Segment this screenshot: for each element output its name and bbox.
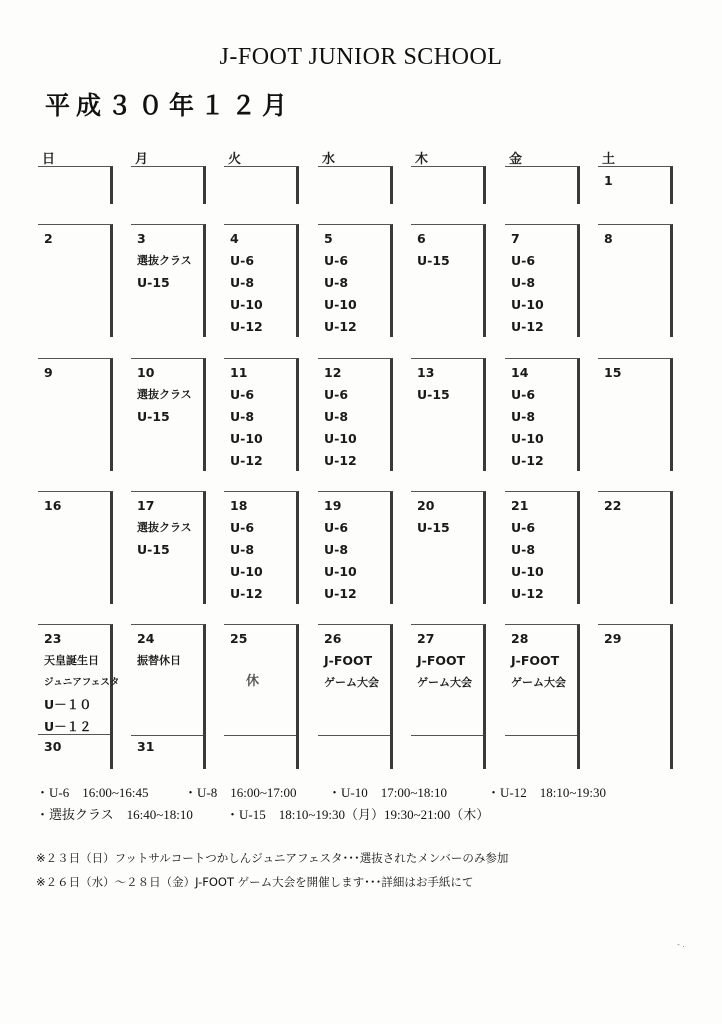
cell-entry: 振替休日: [137, 654, 181, 667]
day-cell: [224, 166, 299, 204]
day-number: 9: [44, 365, 53, 380]
day-number: 4: [230, 231, 239, 246]
weekday-label: 水: [322, 152, 336, 167]
cell-divider: [318, 735, 390, 736]
month-title: 平成３０年１２月: [45, 91, 294, 120]
day-cell: [598, 166, 673, 204]
cell-entry: U-8: [511, 409, 536, 424]
cell-entry: U-10: [230, 564, 263, 579]
cell-entry: U-8: [324, 275, 349, 290]
cell-entry: U-10: [511, 564, 544, 579]
day-number: 25: [230, 631, 248, 646]
day-number: 12: [324, 365, 342, 380]
cell-entry: U-12: [324, 453, 357, 468]
cell-entry: ゲーム大会: [417, 676, 472, 689]
extra-day: [137, 736, 154, 758]
day-number: 28: [511, 631, 529, 646]
remark-2: ※２６日（水）～２８日（金）J-FOOT ゲーム大会を開催します･･･詳細はお手紙にて: [36, 875, 474, 889]
cell-entry: U-6: [230, 387, 255, 402]
cell-entry: 選抜クラス: [137, 254, 192, 267]
cell-entry: U-6: [324, 253, 349, 268]
day-cell: [131, 358, 206, 471]
day-cell: [131, 491, 206, 604]
day-cell: [318, 491, 393, 604]
cell-entry: U-10: [230, 431, 263, 446]
cell-entry: U-6: [230, 253, 255, 268]
day-cell: [411, 358, 486, 471]
cell-divider: [224, 735, 296, 736]
day-number: 31: [137, 739, 155, 754]
cell-entry: U-15: [137, 275, 170, 290]
day-cell: [505, 491, 580, 604]
day-cell: [38, 166, 113, 204]
extra-day: [44, 736, 61, 758]
cell-entry: J-FOOT: [511, 653, 560, 668]
day-number: 21: [511, 498, 529, 513]
day-cell: [411, 166, 486, 204]
cell-entry: U-8: [230, 542, 255, 557]
day-number: 15: [604, 365, 622, 380]
weekday-label: 土: [602, 152, 616, 167]
cell-entry: U-10: [511, 297, 544, 312]
day-number: 7: [511, 231, 520, 246]
remark-1: ※２３日（日）フットサルコートつかしんジュニアフェスタ･･･選抜されたメンバーのみ参加: [36, 851, 509, 865]
day-cell: [318, 224, 393, 337]
cell-entry: U-6: [324, 520, 349, 535]
weekday-label: 月: [135, 152, 149, 167]
day-number: 30: [44, 739, 62, 754]
cell-entry: U-15: [417, 387, 450, 402]
cell-entry: U-10: [324, 431, 357, 446]
day-cell: [224, 224, 299, 337]
cell-entry: J-FOOT: [324, 653, 373, 668]
cell-entry: U-6: [230, 520, 255, 535]
day-cell: [598, 224, 673, 337]
cell-entry: U-6: [324, 387, 349, 402]
cell-entry: U-12: [511, 453, 544, 468]
cell-entry: U-12: [324, 319, 357, 334]
cell-entry: U-10: [230, 297, 263, 312]
day-cell: [38, 224, 113, 337]
cell-entry: U－１２: [44, 719, 92, 734]
cell-entry: U-6: [511, 520, 536, 535]
cell-entry: U-8: [324, 409, 349, 424]
day-cell: [38, 491, 113, 604]
day-number: 14: [511, 365, 529, 380]
day-number: 16: [44, 498, 62, 513]
day-number: 5: [324, 231, 333, 246]
day-cell: [505, 224, 580, 337]
day-number: 17: [137, 498, 155, 513]
cell-entry: U－１０: [44, 697, 92, 712]
cell-entry: U-8: [324, 542, 349, 557]
cell-entry: U-12: [511, 586, 544, 601]
cell-entry: 選抜クラス: [137, 521, 192, 534]
weekday-label: 木: [415, 152, 429, 167]
day-cell: [131, 166, 206, 204]
cell-entry: U-12: [511, 319, 544, 334]
cell-entry: U-12: [230, 453, 263, 468]
day-cell: [224, 624, 299, 769]
day-cell: [318, 624, 393, 769]
day-cell: [598, 358, 673, 471]
day-number: 13: [417, 365, 435, 380]
cell-divider: [38, 734, 110, 735]
day-number: 2: [44, 231, 53, 246]
day-number: 27: [417, 631, 435, 646]
schedule-item: ・U-10 17:00~18:10: [328, 785, 447, 800]
day-cell: [411, 624, 486, 769]
cell-entry: U-15: [137, 542, 170, 557]
day-number: 10: [137, 365, 155, 380]
day-number: 20: [417, 498, 435, 513]
schedule-item: ・U-12 18:10~19:30: [487, 785, 606, 800]
day-cell: [505, 624, 580, 769]
day-number: 26: [324, 631, 342, 646]
cell-entry: ゲーム大会: [324, 676, 379, 689]
schedule-item: ・U-8 16:00~17:00: [184, 785, 297, 800]
schedule-item: ・選抜クラス 16:40~18:10: [36, 807, 193, 822]
day-cell: [131, 224, 206, 337]
cell-entry: U-8: [511, 275, 536, 290]
day-number: 3: [137, 231, 146, 246]
cell-entry: U-8: [511, 542, 536, 557]
holiday-mark: 休: [246, 674, 260, 689]
cell-entry: J-FOOT: [417, 653, 466, 668]
cell-entry: 天皇誕生日: [44, 654, 99, 667]
cell-entry: U-15: [417, 253, 450, 268]
day-number: 24: [137, 631, 155, 646]
weekday-label: 火: [228, 152, 242, 167]
day-number: 29: [604, 631, 622, 646]
cell-entry: U-12: [324, 586, 357, 601]
cell-entry: ゲーム大会: [511, 676, 566, 689]
cell-entry: U-8: [230, 275, 255, 290]
day-cell: [318, 358, 393, 471]
cell-entry: U-15: [137, 409, 170, 424]
cell-divider: [505, 735, 577, 736]
cell-entry: U-12: [230, 319, 263, 334]
day-cell: [598, 624, 673, 769]
day-number: 23: [44, 631, 62, 646]
schedule-item: ・U-15 18:10~19:30（月）19:30~21:00（木）: [226, 807, 490, 822]
schedule-item: ・U-6 16:00~16:45: [36, 785, 149, 800]
day-cell: [224, 491, 299, 604]
day-number: 8: [604, 231, 613, 246]
cell-entry: U-10: [324, 564, 357, 579]
cell-entry: U-6: [511, 387, 536, 402]
day-cell: [505, 166, 580, 204]
cell-entry: ジュニアフェスタ: [44, 677, 120, 688]
day-number: 6: [417, 231, 426, 246]
weekday-label: 金: [509, 152, 523, 167]
day-number: 1: [604, 173, 613, 188]
cell-entry: U-12: [230, 586, 263, 601]
cell-entry: U-15: [417, 520, 450, 535]
day-cell: [38, 358, 113, 471]
cell-entry: U-10: [324, 297, 357, 312]
weekday-label: 日: [42, 152, 56, 167]
cell-entry: 選抜クラス: [137, 388, 192, 401]
day-cell: [318, 166, 393, 204]
day-number: 19: [324, 498, 342, 513]
day-cell: [411, 224, 486, 337]
day-cell: [505, 358, 580, 471]
day-cell: [598, 491, 673, 604]
day-number: 11: [230, 365, 248, 380]
day-number: 22: [604, 498, 622, 513]
cell-entry: U-6: [511, 253, 536, 268]
cell-entry: U-10: [511, 431, 544, 446]
day-cell: [224, 358, 299, 471]
day-cell: [411, 491, 486, 604]
day-number: 18: [230, 498, 248, 513]
page-title: J-FOOT JUNIOR SCHOOL: [219, 44, 503, 70]
scan-speck: - .: [677, 940, 685, 949]
cell-divider: [411, 735, 483, 736]
cell-entry: U-8: [230, 409, 255, 424]
